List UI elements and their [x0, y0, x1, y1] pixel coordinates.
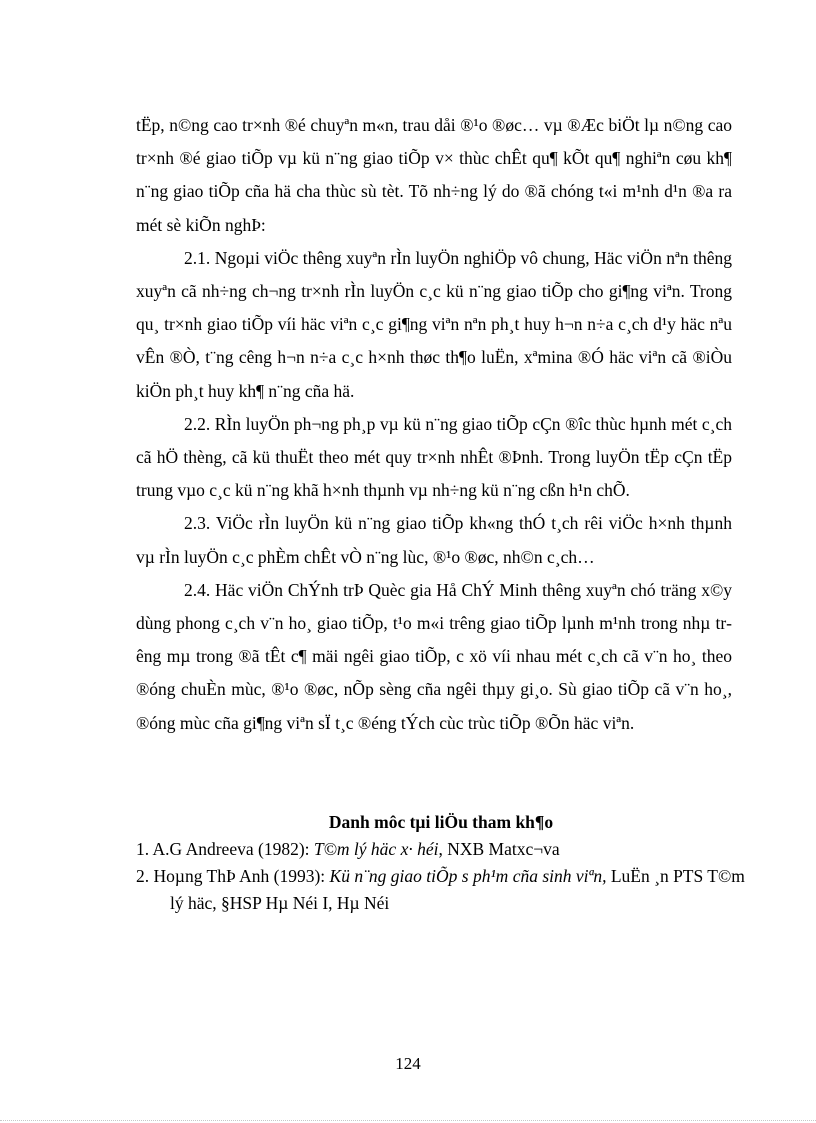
- reference-item-2: [136, 863, 746, 917]
- reference-1-title: T©m lý häc x· héi: [313, 839, 439, 859]
- paragraph-recommendation-2-2: 2.2. RÌn luyÖn ph¬ng ph¸p vµ kü n¨ng giao tiÕp cÇn ®îc thùc hµnh mét c¸ch cã hÖ thèng, cã kü thuËt theo mét quy tr×nh nhÊt ®Þnh. Trong luyÖn tËp cÇn tËp trung vµo c¸c kü n¨ng khã h×nh thµnh vµ nh÷ng kü n¨ng cßn h¹n chÕ.: [136, 413, 732, 501]
- reference-2-author: 2. Hoµng ThÞ Anh (1993):: [136, 866, 330, 886]
- reference-1-publisher: , NXB Matxc¬va: [438, 839, 560, 859]
- reference-2-publisher: LuËn ¸n PTS T©m lý häc, §HSP Hµ Néi I, Hµ Néi: [170, 866, 745, 913]
- paragraph-recommendation-2-1: 2.1. Ngoµi viÖc thêng xuyªn rÌn luyÖn nghiÖp vô chung, Häc viÖn nªn thêng xuyªn cã nh÷ng ch¬ng tr×nh rÌn luyÖn c¸c kü n¨ng giao tiÕp cho gi¶ng viªn. Trong qu¸ tr×nh giao tiÕp víi häc viªn c¸c gi¶ng viªn nªn ph¸t huy h¬n n÷a c¸ch d¹y häc nªu vÊn ®Ò, t¨ng cêng h¬n n÷a c¸c h×nh thøc th¶o luËn, xªmina ®Ó häc viªn cã ®iÒu kiÖn ph¸t huy kh¶ n¨ng cña hä.: [136, 247, 732, 401]
- reference-1-author: 1. A.G Andreeva (1982):: [136, 839, 314, 859]
- body-text: [136, 109, 732, 740]
- page-number: 124: [395, 1054, 421, 1073]
- references-heading: Danh môc tµi liÖu tham kh¶o: [328, 812, 554, 832]
- references-section: [136, 809, 746, 917]
- paragraph-recommendation-2-4: 2.4. Häc viÖn ChÝnh trÞ Quèc gia Hå ChÝ Minh thêng xuyªn chó träng x©y dùng phong c¸ch v¨n ho¸ giao tiÕp, t¹o m«i trêng giao tiÕp lµnh m¹nh trong nhµ trêng mµ trong ®ã tÊt c¶ mäi ngêi giao tiÕp, c xö víi nhau mét c¸ch cã v¨n ho¸ theo ®óng chuÈn mùc, ®¹o ®øc, nÕp sèng cña ngêi thµy gi¸o. Sù giao tiÕp cã v¨n ho¸, ®óng mùc cña gi¶ng viªn sÏ t¸c ®éng tÝch cùc trùc tiÕp ®Õn häc viªn.: [136, 579, 732, 733]
- reference-2-title: Kü n¨ng giao tiÕp s ph¹m cña sinh viªn,: [329, 866, 607, 886]
- reference-item-1: [136, 836, 746, 863]
- footer-divider: [0, 1120, 816, 1121]
- paragraph-recommendation-2-3: 2.3. ViÖc rÌn luyÖn kü n¨ng giao tiÕp kh«ng thÓ t¸ch rêi viÖc h×nh thµnh vµ rÌn luyÖn c¸c phÈm chÊt vÒ n¨ng lùc, ®¹o ®øc, nh©n c¸ch…: [136, 513, 732, 567]
- paragraph-continuation: tËp, n©ng cao tr×nh ®é chuyªn m«n, trau dåi ®¹o ®øc… vµ ®Æc biÖt lµ n©ng cao tr×nh ®é giao tiÕp vµ kü n¨ng giao tiÕp v× thùc chÊt qu¶ kÕt qu¶ nghiªn cøu kh¶ n¨ng giao tiÕp cña hä cha thùc sù tèt. Tõ nh÷ng lý do ®ã chóng t«i m¹nh d¹n ®a ra mét sè kiÕn nghÞ:: [136, 115, 732, 235]
